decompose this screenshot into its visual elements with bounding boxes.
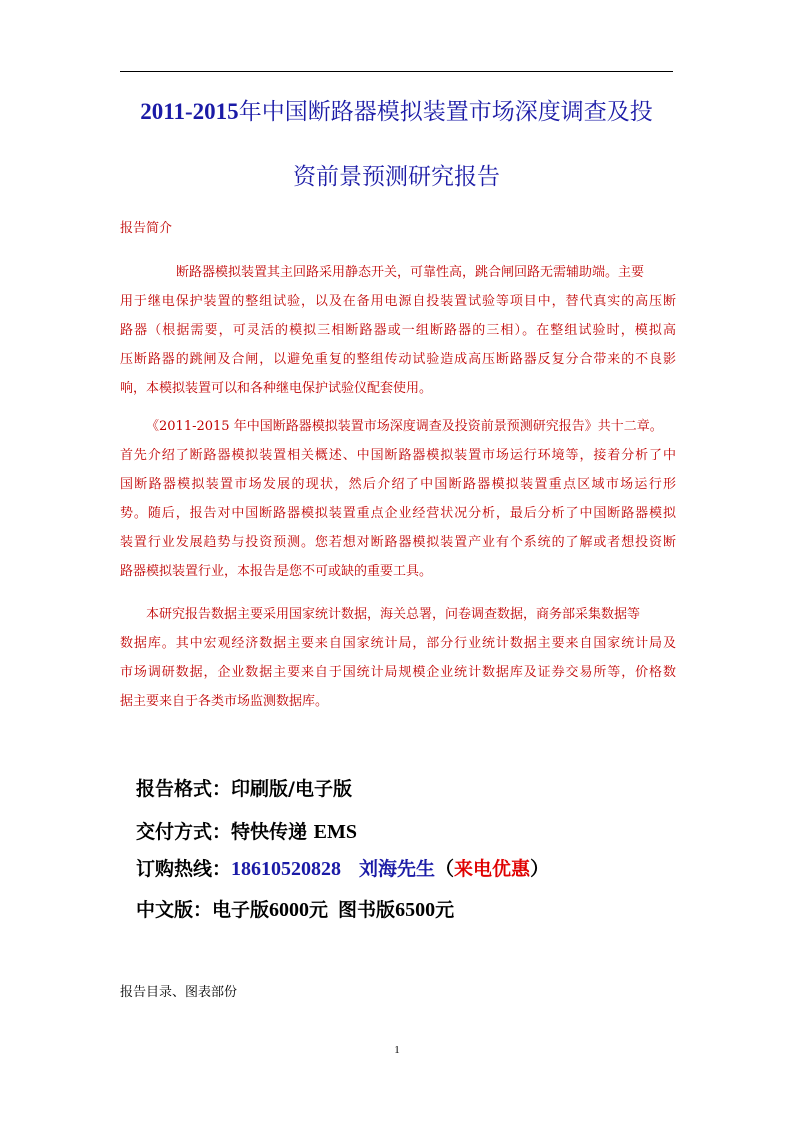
hotline-label: 订购热线：	[136, 858, 232, 880]
hotline-paren-close: ）	[530, 858, 550, 880]
format-value: 印刷版/电子版	[231, 778, 352, 800]
paragraph-line: 势。随后，报告对中国断路器模拟装置重点企业经营状况分析，最后分析了中国断路器模拟	[120, 506, 676, 521]
hotline-paren-open: （	[435, 858, 455, 880]
price-print-value: 6500	[395, 899, 436, 921]
delivery-row	[136, 820, 357, 844]
hotline-promo: 来电优惠	[454, 858, 531, 880]
toc-heading: 报告目录、图表部份	[120, 985, 238, 1000]
paragraph-line: 用于继电保护装置的整组试验，以及在备用电源自投装置试验等项目中，替代真实的高压断	[120, 294, 676, 309]
title-year: 2011-2015	[140, 99, 239, 124]
paragraph-line: 压断路器的跳闸及合闸，以避免重复的整组传动试验造成高压断路器反复分合带来的不良影	[120, 352, 676, 367]
header-rule	[120, 71, 673, 72]
paragraph-line: 数据库。其中宏观经济数据主要来自国家统计局，部分行业统计数据主要来自国家统计局及	[120, 636, 676, 651]
paragraph-line: 《2011-2015 年中国断路器模拟装置市场深度调查及投资前景预测研究报告》共十二章。	[146, 419, 663, 434]
price-print-label: 图书版	[338, 899, 396, 921]
paragraph-line: 本研究报告数据主要采用国家统计数据，海关总署，问卷调查数据，商务部采集数据等	[146, 607, 641, 622]
delivery-value: 特快传递	[231, 821, 314, 843]
paragraph-line: 路器模拟装置行业，本报告是您不可或缺的重要工具。	[120, 564, 433, 579]
intro-paragraph-3	[120, 600, 676, 716]
price-ebook-unit: 元	[309, 899, 329, 921]
intro-paragraph-1	[120, 258, 676, 403]
report-format-row	[136, 777, 352, 801]
price-label: 中文版：	[136, 899, 213, 921]
report-title-line-2: 资前景预测研究报告	[293, 164, 500, 190]
price-print-unit: 元	[435, 899, 455, 921]
price-ebook-label: 电子版	[212, 899, 270, 921]
intro-paragraph-2	[120, 412, 676, 586]
intro-heading: 报告简介	[120, 221, 173, 236]
report-title-line-1	[120, 97, 673, 127]
hotline-number: 18610520828	[231, 858, 342, 880]
price-ebook-value: 6000	[269, 899, 310, 921]
paragraph-line: 断路器模拟装置其主回路采用静态开关，可靠性高，跳合闸回路无需辅助端。主要	[176, 265, 645, 280]
paragraph-line: 装置行业发展趋势与投资预测。您若想对断路器模拟装置产业有个系统的了解或者想投资断	[120, 535, 676, 550]
paragraph-line: 国断路器模拟装置市场发展的现状，然后介绍了中国断路器模拟装置重点区域市场运行形	[120, 477, 676, 492]
paragraph-line: 据主要来自于各类市场监测数据库。	[120, 694, 329, 709]
hotline-row	[136, 857, 549, 881]
format-label: 报告格式：	[136, 778, 232, 800]
delivery-label: 交付方式：	[136, 821, 232, 843]
paragraph-line: 首先介绍了断路器模拟装置相关概述、中国断路器模拟装置市场运行环境等，接着分析了中	[120, 448, 676, 463]
paragraph-line: 路器（根据需要，可灵活的模拟三相断路器或一组断路器的三相）。在整组试验时，模拟高	[120, 323, 676, 338]
paragraph-line: 市场调研数据，企业数据主要来自于国统计局规模企业统计数据库及证券交易所等，价格数	[120, 665, 676, 680]
paragraph-line: 响，本模拟装置可以和各种继电保护试验仪配套使用。	[120, 381, 433, 396]
price-row	[136, 898, 454, 922]
page-number: 1	[394, 1044, 400, 1056]
title-text-1: 年中国断路器模拟装置市场深度调查及投	[238, 99, 653, 125]
delivery-value-ems: EMS	[313, 821, 357, 843]
hotline-contact: 刘海先生	[359, 858, 436, 880]
